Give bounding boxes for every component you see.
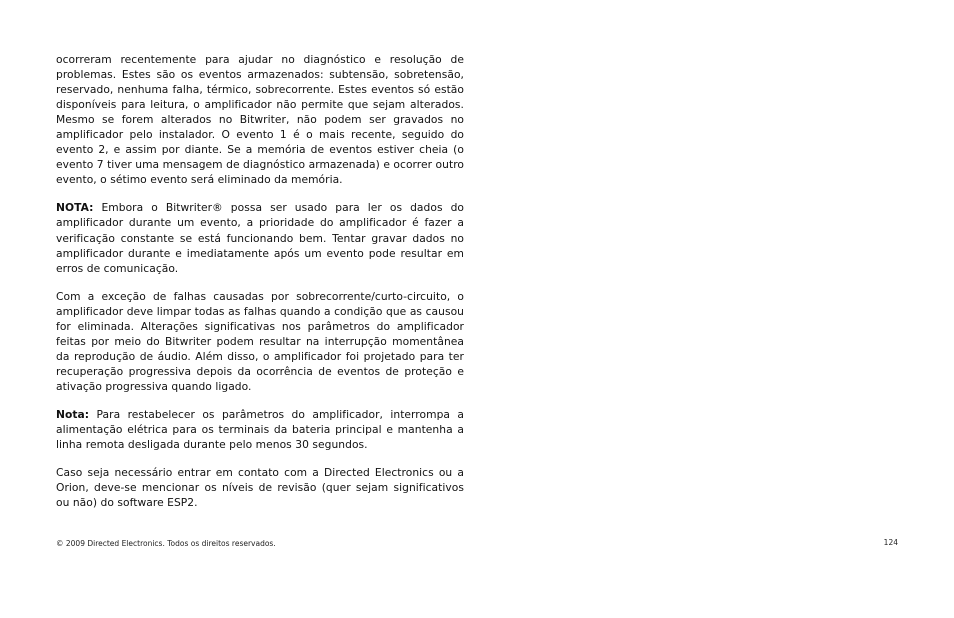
body-text-column	[56, 52, 464, 523]
paragraph-fault-clearing	[56, 289, 464, 394]
paragraph-event-memory	[56, 52, 464, 187]
paragraph-note-reset	[56, 407, 464, 452]
paragraph-contact	[56, 465, 464, 510]
footer-copyright: © 2009 Directed Electronics. Todos os direitos reservados.	[56, 539, 276, 548]
paragraph-text: ocorreram recentemente para ajudar no diagnóstico e resolução de problemas. Estes são os eventos armazenados: subtensão, sobretensão, reservado, nenhuma falha, térmico, sobrecorrente. Estes eventos só estão disponíveis para leitura, o amplificador não permite que sejam alterados. Mesmo se forem alterados no Bitwriter, não podem ser gravados no amplificador pelo instalador. O evento 1 é o mais recente, seguido do evento 2, e assim por diante. Se a memória de eventos estiver cheia (o evento 7 tiver uma mensagem de diagnóstico armazenada) e ocorrer outro evento, o sétimo evento será eliminado da memória.	[56, 53, 464, 187]
note-label: Nota:	[56, 407, 90, 421]
paragraph-text: Para restabelecer os parâmetros do amplificador, interrompa a alimentação elétrica para os terminais da bateria principal e mantenha a linha remota desligada durante pelo menos 30 segundos.	[56, 407, 464, 452]
paragraph-note-bitwriter	[56, 200, 464, 275]
paragraph-text: Com a exceção de falhas causadas por sobrecorrente/curto-circuito, o amplificador deve limpar todas as falhas quando a condição que as causou for eliminada. Alterações significativas nos parâmetros do amplificador feitas por meio do Bitwriter podem resultar na interrupção momentânea da reprodução de áudio. Além disso, o amplificador foi projetado para ter recuperação progressiva depois da ocorrência de eventos de proteção e ativação progressiva quando ligado.	[56, 289, 464, 393]
page-number: 124	[883, 538, 898, 547]
note-label: NOTA:	[56, 201, 94, 215]
paragraph-text: Caso seja necessário entrar em contato com a Directed Electronics ou a Orion, deve-se mencionar os níveis de revisão (quer sejam significativos ou não) do software ESP2.	[56, 466, 464, 510]
paragraph-text: Embora o Bitwriter® possa ser usado para ler os dados do amplificador durante um evento, a prioridade do amplificador é fazer a verificação constante se está funcionando bem. Tentar gravar dados no amplificador durante e imediatamente após um evento pode resultar em erros de comunicação.	[56, 201, 464, 275]
